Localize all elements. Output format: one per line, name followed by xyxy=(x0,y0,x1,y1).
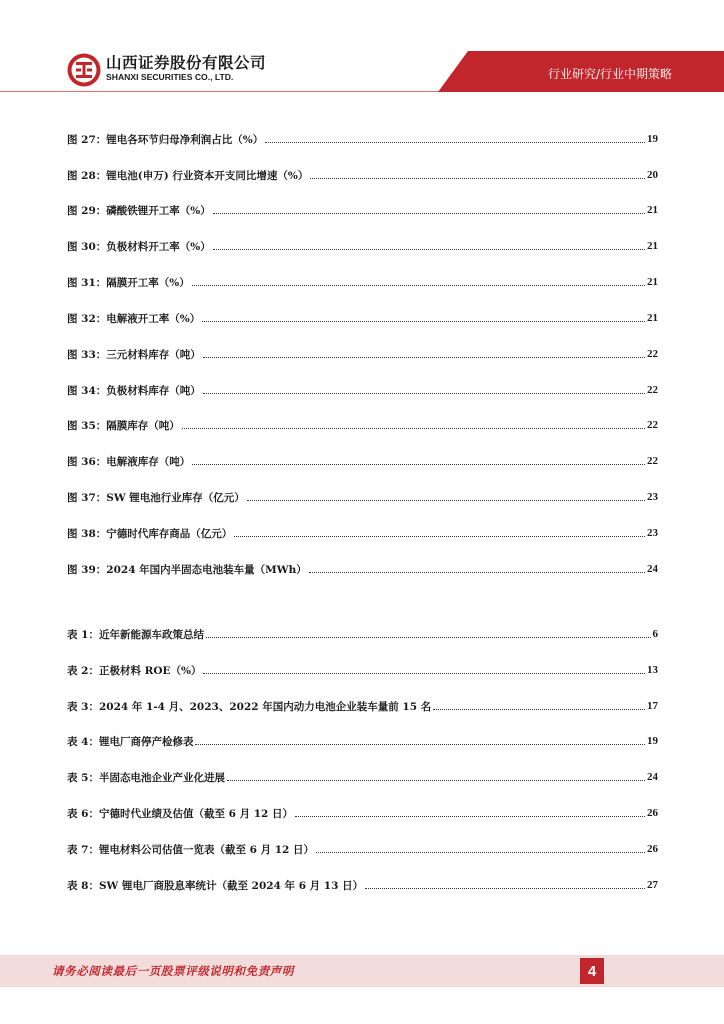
toc-entry-table[interactable] xyxy=(67,876,658,894)
entry-page: 22 xyxy=(647,419,658,431)
toc-entry-table[interactable] xyxy=(67,625,658,643)
toc-entry-table[interactable] xyxy=(67,840,658,858)
entry-title: 隔膜库存（吨） xyxy=(106,419,180,432)
entry-label: 图 30： xyxy=(67,240,107,253)
dot-leader xyxy=(203,384,645,394)
dot-leader xyxy=(203,348,645,358)
toc-entry-table[interactable] xyxy=(67,732,658,750)
entry-label: 图 32： xyxy=(67,312,107,325)
entry-page: 24 xyxy=(647,771,658,783)
entry-page: 19 xyxy=(647,133,658,145)
company-logo-icon xyxy=(66,52,102,88)
entry-title: 近年新能源车政策总结 xyxy=(98,628,204,641)
toc-entry-figure[interactable] xyxy=(67,560,658,578)
dot-leader xyxy=(213,240,645,250)
entry-page: 21 xyxy=(647,276,658,288)
company-name-cn: 山西证券股份有限公司 xyxy=(106,54,267,72)
entry-page: 17 xyxy=(647,700,658,712)
entry-title: 负极材料库存（吨） xyxy=(106,384,201,397)
entry-label: 图 35： xyxy=(67,419,107,432)
entry-title: 2024 年国内半固态电池装车量（MWh） xyxy=(106,563,307,576)
dot-leader xyxy=(192,276,645,286)
entry-label: 图 28： xyxy=(67,169,107,182)
entry-title: 锂电各环节归母净利润占比（%） xyxy=(106,133,264,146)
dot-leader xyxy=(203,664,645,674)
entry-label: 图 36： xyxy=(67,455,107,468)
entry-title: 隔膜开工率（%） xyxy=(106,276,190,289)
entry-page: 22 xyxy=(647,348,658,360)
entry-title: 2024 年 1-4 月、2023、2022 年国内动力电池企业装车量前 15 名 xyxy=(98,700,432,713)
dot-leader xyxy=(316,843,645,853)
dot-leader xyxy=(247,491,645,501)
toc-entry-figure[interactable] xyxy=(67,488,658,506)
toc-entry-figure[interactable] xyxy=(67,345,658,363)
entry-label: 图 29： xyxy=(67,204,107,217)
entry-title: 宁德时代业绩及估值（截至 6 月 12 日） xyxy=(98,807,294,820)
toc-entry-figure[interactable] xyxy=(67,130,658,148)
toc-entry-figure[interactable] xyxy=(67,416,658,434)
entry-label: 图 38： xyxy=(67,527,107,540)
entry-title: 磷酸铁锂开工率（%） xyxy=(106,204,211,217)
entry-title: 负极材料开工率（%） xyxy=(106,240,211,253)
entry-title: 半固态电池企业产业化进展 xyxy=(98,771,225,784)
toc-entry-figure[interactable] xyxy=(67,201,658,219)
entry-page: 26 xyxy=(647,843,658,855)
toc-entry-table[interactable] xyxy=(67,661,658,679)
company-name-en: SHANXI SECURITIES CO., LTD. xyxy=(106,72,234,82)
dot-leader xyxy=(227,771,645,781)
entry-title: SW 锂电池行业库存（亿元） xyxy=(106,491,245,504)
toc-entry-table[interactable] xyxy=(67,804,658,822)
entry-page: 23 xyxy=(647,491,658,503)
entry-page: 20 xyxy=(647,169,658,181)
entry-label: 图 27： xyxy=(67,133,107,146)
entry-title: 电解液库存（吨） xyxy=(106,455,191,468)
entry-page: 21 xyxy=(647,204,658,216)
entry-title: 锂电材料公司估值一览表（截至 6 月 12 日） xyxy=(98,843,315,856)
dot-leader xyxy=(202,312,645,322)
entry-label: 表 5： xyxy=(67,771,99,784)
entry-page: 27 xyxy=(647,879,658,891)
report-category: 行业研究/行业中期策略 xyxy=(547,67,672,81)
dot-leader xyxy=(182,419,645,429)
entry-label: 图 37： xyxy=(67,491,107,504)
entry-label: 表 1： xyxy=(67,628,99,641)
page-header xyxy=(0,0,724,92)
entry-page: 24 xyxy=(647,563,658,575)
toc-entry-figure[interactable] xyxy=(67,381,658,399)
dot-leader xyxy=(295,807,645,817)
dot-leader xyxy=(213,204,645,214)
toc-entry-figure[interactable] xyxy=(67,452,658,470)
toc-entry-figure[interactable] xyxy=(67,273,658,291)
entry-page: 6 xyxy=(652,628,658,640)
dot-leader xyxy=(206,628,651,638)
entry-page: 23 xyxy=(647,527,658,539)
entry-label: 表 6： xyxy=(67,807,99,820)
dot-leader xyxy=(234,527,645,537)
entry-label: 图 31： xyxy=(67,276,107,289)
dot-leader xyxy=(309,563,645,573)
entry-label: 表 7： xyxy=(67,843,99,856)
entry-label: 图 33： xyxy=(67,348,107,361)
entry-page: 22 xyxy=(647,384,658,396)
entry-title: 宁德时代库存商品（亿元） xyxy=(106,527,233,540)
entry-title: 电解液开工率（%） xyxy=(106,312,201,325)
entry-label: 表 8： xyxy=(67,879,99,892)
entry-title: 三元材料库存（吨） xyxy=(106,348,201,361)
entry-page: 26 xyxy=(647,807,658,819)
entry-label: 表 2： xyxy=(67,664,99,677)
entry-title: 锂电厂商停产检修表 xyxy=(98,735,194,748)
dot-leader xyxy=(365,879,645,889)
entry-page: 19 xyxy=(647,735,658,747)
dot-leader xyxy=(265,133,645,143)
toc-entry-table[interactable] xyxy=(67,768,658,786)
toc-entry-table[interactable] xyxy=(67,697,658,715)
dot-leader xyxy=(310,169,645,179)
toc-entry-figure[interactable] xyxy=(67,237,658,255)
entry-title: 正极材料 ROE（%） xyxy=(98,664,202,677)
entry-title: 锂电池(申万) 行业资本开支同比增速（%） xyxy=(106,169,309,182)
entry-page: 13 xyxy=(647,664,658,676)
entry-label: 图 39： xyxy=(67,563,107,576)
dot-leader xyxy=(195,735,645,745)
dot-leader xyxy=(433,700,645,710)
entry-label: 图 34： xyxy=(67,384,107,397)
toc-entry-figure[interactable] xyxy=(67,166,658,184)
entry-page: 21 xyxy=(647,240,658,252)
entry-page: 22 xyxy=(647,455,658,467)
entry-title: SW 锂电厂商股息率统计（截至 2024 年 6 月 13 日） xyxy=(98,879,364,892)
toc-entry-figure[interactable] xyxy=(67,524,658,542)
dot-leader xyxy=(192,455,645,465)
entry-label: 表 4： xyxy=(67,735,99,748)
footer-disclaimer: 请务必阅读最后一页股票评级说明和免责声明 xyxy=(52,964,294,978)
entry-label: 表 3： xyxy=(67,700,99,713)
page-number: 4 xyxy=(580,958,604,984)
entry-page: 21 xyxy=(647,312,658,324)
toc-entry-figure[interactable] xyxy=(67,309,658,327)
